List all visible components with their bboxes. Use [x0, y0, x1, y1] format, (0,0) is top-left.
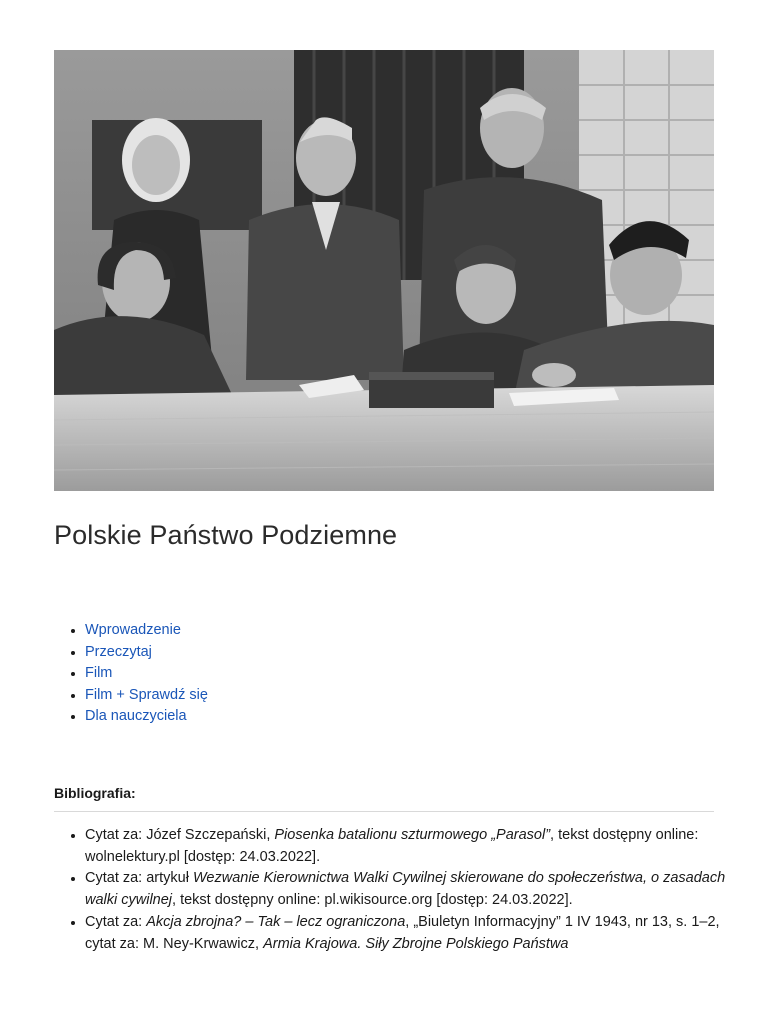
hero-photo	[54, 50, 714, 491]
nav-item-film	[85, 663, 208, 685]
nav-link-film-sprawdz-sie[interactable]: Film + Sprawdź się	[85, 686, 208, 703]
bibliography-item-title-2: Armia Krajowa. Siły Zbrojne Polskiego Państwa	[263, 935, 569, 952]
page-title: Polskie Państwo Podziemne	[54, 520, 398, 550]
bibliography-item-title: Akcja zbrojna? – Tak – lecz ograniczona	[146, 913, 406, 930]
nav-link-wprowadzenie[interactable]: Wprowadzenie	[85, 622, 181, 638]
nav-link-przeczytaj[interactable]: Przeczytaj	[85, 643, 152, 660]
section-nav	[54, 620, 208, 728]
bibliography-item-prefix: Cytat za: Józef Szczepański,	[85, 827, 275, 843]
bibliography-item-suffix: , tekst dostępny online: wolnelektury.pl [dostęp: 24.03.2022].	[85, 827, 699, 865]
bibliography-item-title: Piosenka batalionu szturmowego „Parasol”	[274, 827, 551, 843]
nav-item-dla-nauczyciela	[85, 706, 208, 728]
nav-item-przeczytaj	[85, 642, 208, 664]
bibliography-list	[54, 825, 735, 955]
nav-link-film[interactable]: Film	[85, 665, 113, 682]
bibliography-item-suffix: , tekst dostępny online: pl.wikisource.org [dostęp: 24.03.2022].	[172, 892, 573, 909]
bibliography-divider	[54, 811, 714, 812]
bibliography-item	[85, 825, 735, 868]
bibliography-item-middle: , „Biuletyn Informacyjny” 1 IV 1943, nr 13, s. 1–2, cytat za: M. Ney-Krwawicz,	[85, 913, 720, 952]
nav-link-dla-nauczyciela[interactable]: Dla nauczyciela	[85, 708, 187, 725]
bibliography-item	[85, 868, 735, 911]
bibliography-item-prefix: Cytat za:	[85, 913, 147, 930]
bibliography-item	[85, 912, 735, 955]
bibliography-heading: Bibliografia:	[54, 785, 136, 801]
nav-item-film-sprawdz-sie	[85, 685, 208, 707]
bibliography-item-prefix: Cytat za: artykuł	[85, 870, 193, 887]
bibliography-item-title: Wezwanie Kierownictwa Walki Cywilnej skierowane do społeczeństwa, o zasadach walki cywilnej	[85, 870, 726, 909]
nav-item-wprowadzenie	[85, 620, 208, 642]
